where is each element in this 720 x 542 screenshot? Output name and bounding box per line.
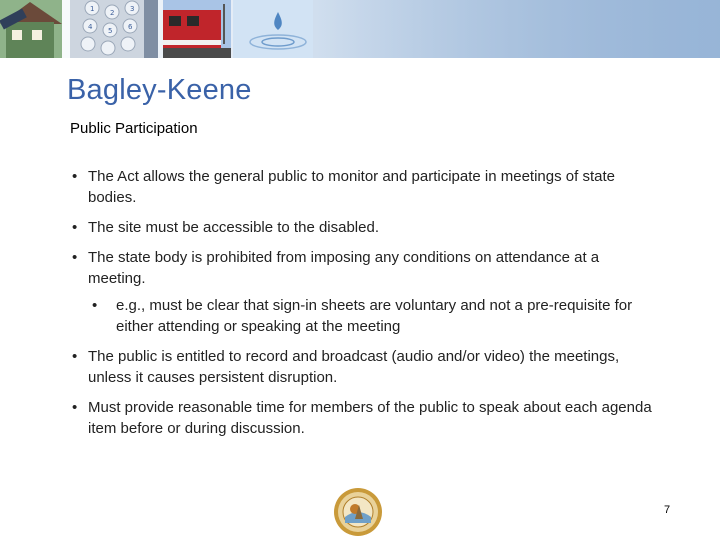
train-photo: [163, 0, 231, 58]
water-drop-photo: [233, 0, 313, 58]
slide-subtitle: Public Participation: [70, 120, 198, 137]
svg-text:5: 5: [108, 27, 113, 35]
header-banner: [0, 0, 720, 58]
svg-text:3: 3: [130, 5, 135, 13]
bullet-item: [70, 247, 660, 337]
sub-bullet-list: [88, 295, 660, 337]
bullet-item: • Must provide reasonable time for members of the public to speak about each agenda item before or during discussion.: [70, 397, 660, 439]
house-photo: [0, 0, 62, 58]
bullet-item: • The site must be accessible to the disabled.: [70, 217, 660, 238]
slide-title: Bagley-Keene: [67, 74, 252, 106]
svg-text:1: 1: [90, 5, 95, 13]
svg-text:2: 2: [110, 9, 115, 17]
sub-bullet-item: • e.g., must be clear that sign-in sheets are voluntary and not a pre-requisite for either attending or speaking at the meeting: [88, 295, 660, 337]
page-number: 7: [664, 504, 671, 516]
phone-keypad-photo: [70, 0, 158, 58]
bullet-item: • The public is entitled to record and broadcast (audio and/or video) the meetings, unless it causes persistent disruption.: [70, 346, 660, 388]
svg-text:4: 4: [88, 23, 93, 31]
bullet-list: [70, 166, 660, 448]
svg-text:6: 6: [128, 23, 133, 31]
bullet-item: • The Act allows the general public to monitor and participate in meetings of state bodies.: [70, 166, 660, 208]
bullet-text: The state body is prohibited from imposing any conditions on attendance at a meeting.: [88, 249, 600, 287]
state-seal-logo: [333, 487, 383, 537]
